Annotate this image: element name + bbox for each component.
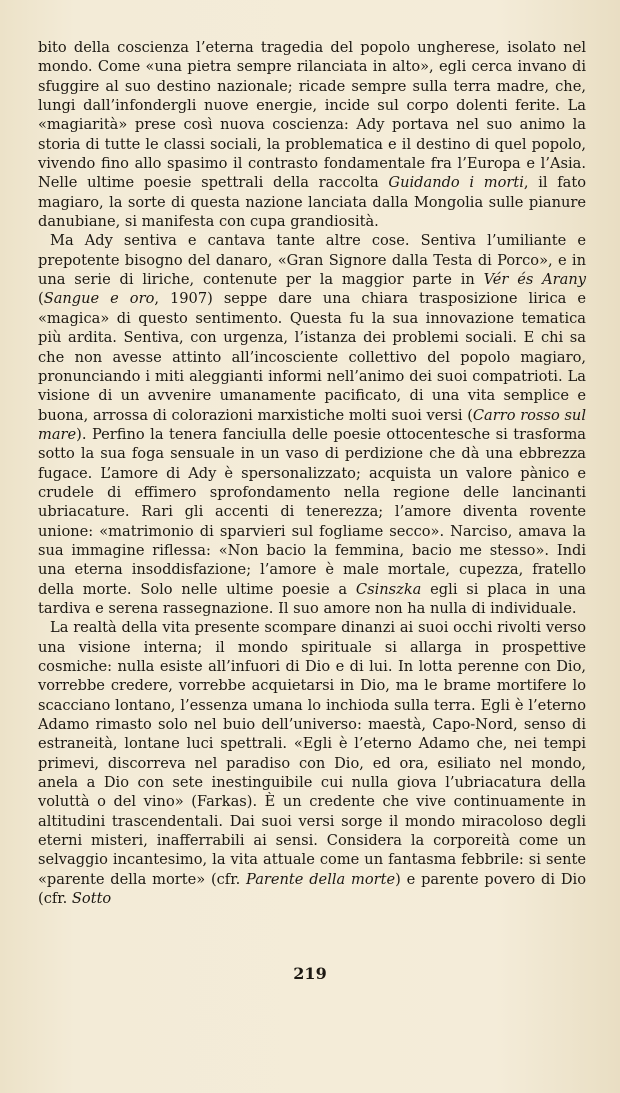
- text-run: bito della coscienza l’eterna tragedia del popolo ungherese, isolato nel mondo. Come «una pietra sempre rilanciata in alto», egli cerca invano di sfuggire al suo destino nazionale; ricade sempre sulla terra madre, che, lungi dall’infondergli nuove energie, incide sul corpo dolenti ferite. La «magiarità» prese così nuova coscienza: Ady portava nel suo animo la storia di tutte le classi sociali, la problematica e il destino di quel popolo, vivendo fino allo spasimo il contrasto fondamentale fra l’Europa e l’Asia. Nelle ultime poesie spettrali della raccolta: [38, 39, 586, 192]
- text-run: egli si placa in una tardiva e serena rassegnazione. Il suo amore non ha nulla di individuale.: [38, 580, 586, 617]
- italic-title: Csinszka: [355, 580, 422, 598]
- paragraph-2: [38, 231, 586, 618]
- text-run: La realtà della vita presente scompare dinanzi ai suoi occhi rivolti verso una visione interna; il mondo spirituale si allarga in prospettive cosmiche: nulla esiste all’infuori di Dio e di lui. In lotta perenne con Dio, vorrebbe credere, vorrebbe acquietarsi in Dio, ma le brame mortifere lo scacciano lontano, l’essenza umana lo inchioda sulla terra. Egli è l’eterno Adamo rimasto solo nel buio dell’universo: maestà, Capo-Nord, senso di estraneità, lontane luci spettrali. «Egli è l’eterno Adamo che, nei tempi primevi, discorreva nel paradiso con Dio, ed ora, esiliato nel mondo, anela a Dio con sete inestinguibile cui nulla giova l’ubriacatura della voluttà o del vino» (Farkas). È un credente che vive continuamente in altitudini trascendentali. Dai suoi versi sorge il mondo miracoloso degli eterni misteri, inafferrabili ai sensi. Considera la corporeità come un selvaggio incantesimo, la vita attuale come un fantasma febbrile: si sente «parente della morte» (cfr.: [38, 619, 586, 888]
- text-run: (: [38, 290, 44, 308]
- body-text: [38, 38, 586, 908]
- text-run: ). Perfino la tenera fanciulla delle poesie ottocentesche si trasforma sotto la sua foga sensuale in un vaso di perdizione che dà una ebbrezza fugace. L’amore di Ady è spersonalizzato; acquista un valore pànico e crudele di effimero sprofondamento nella regione delle lancinanti ubriacature. Rari gli accenti di tenerezza; l’amore diventa rovente unione: «matrimonio di sparvieri sul fogliame secco». Narciso, amava la sua immagine riflessa: «Non bacio la femmina, bacio me stesso». Indi una eterna insoddisfazione; l’amore è male mortale, cupezza, fratello della morte. Solo nelle ultime poesie a: [38, 425, 586, 598]
- italic-title: Guidando i morti: [388, 174, 524, 192]
- italic-title: Sotto: [71, 890, 112, 908]
- text-run: Ma Ady sentiva e cantava tante altre cose. Sentiva l’umiliante e prepotente bisogno del danaro, «Gran Signore dalla Testa di Porco», e in una serie di liriche, contenute per la maggior parte in: [38, 232, 586, 289]
- italic-title: Carro rosso sul mare: [38, 406, 586, 443]
- paragraph-1: [38, 38, 586, 231]
- italic-title: Sangue e oro: [43, 290, 155, 308]
- page-number: 219: [293, 964, 327, 983]
- italic-title: Parente della morte: [246, 870, 396, 888]
- paragraph-3: [38, 618, 586, 908]
- text-run: ) e parente povero di Dio (cfr.: [38, 870, 586, 908]
- italic-title: Vér és Arany: [483, 271, 586, 289]
- text-run: , il fato magiaro, la sorte di questa nazione lanciata dalla Mongolia sulle pianure danubiane, si manifesta con cupa grandiosità.: [38, 174, 587, 231]
- text-run: , 1907) seppe dare una chiara trasposizione lirica e «magica» di questo sentimento. Questa fu la sua innovazione tematica più ardita. Sentiva, con urgenza, l’istanza dei problemi sociali. E chi sa che non avesse attinto all’incosciente collettivo del popolo magiaro, pronunciando i miti aleggianti informi nell’animo dei suoi compatrioti. La visione di un avvenire umanamente pacificato, di una vita semplice e buona, arrossa di colorazioni marxistiche molti suoi versi (: [38, 290, 586, 424]
